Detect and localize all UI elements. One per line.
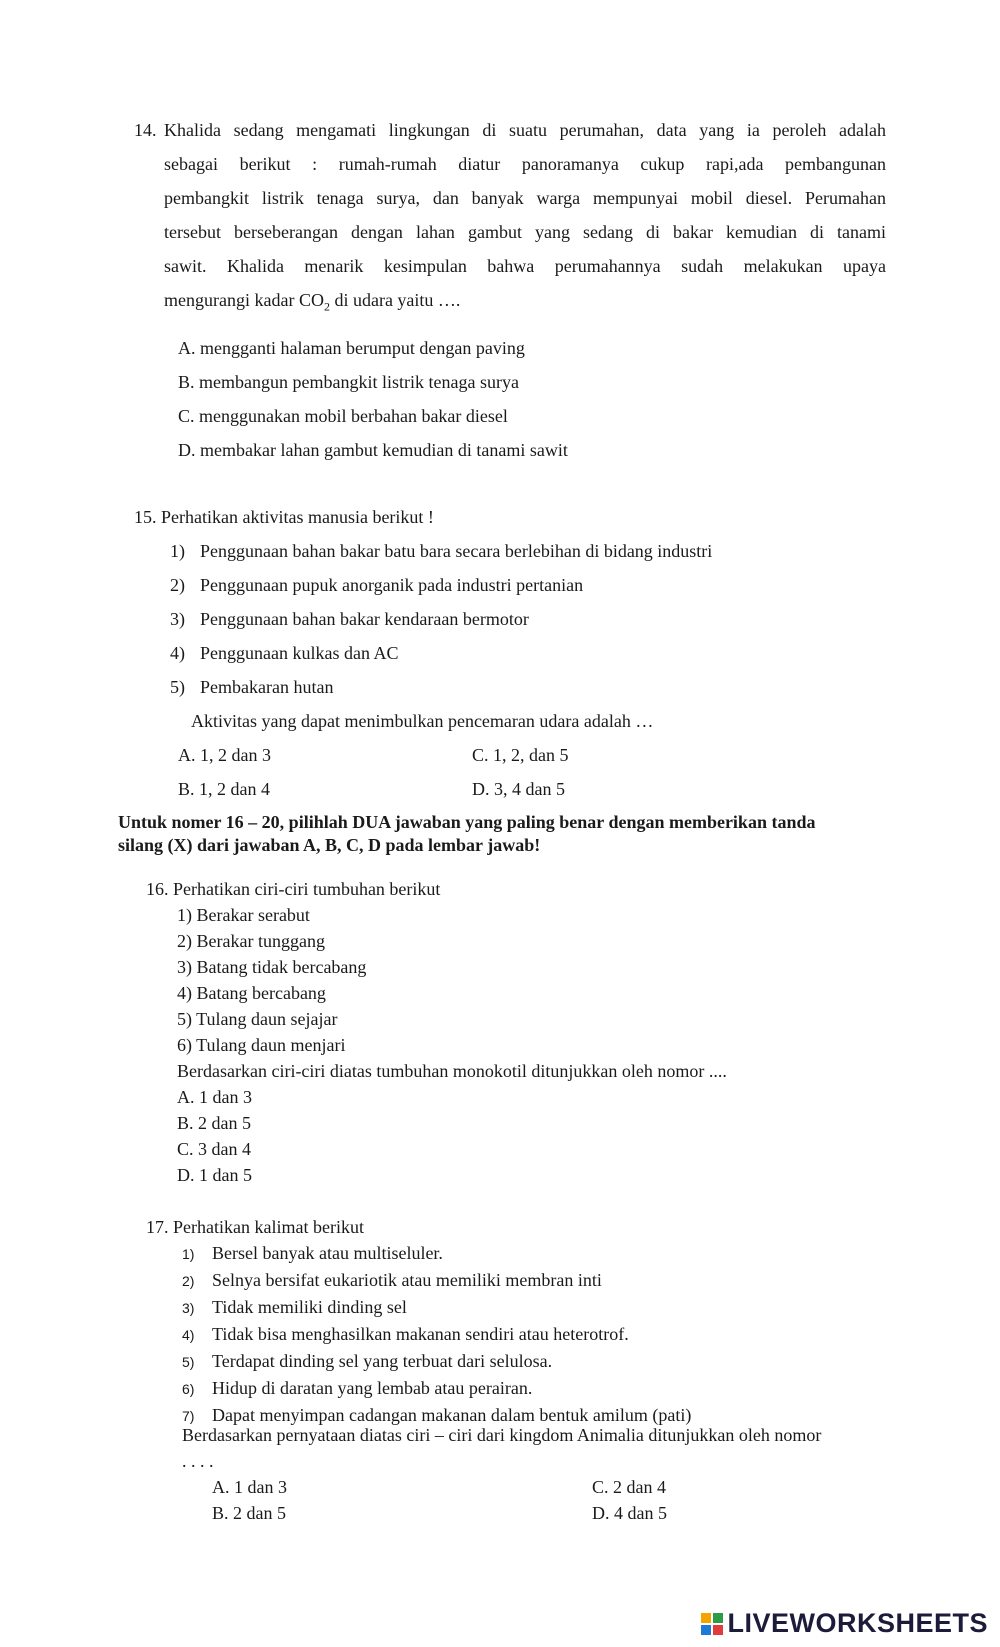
item-text: Bersel banyak atau multiseluler. — [212, 1243, 443, 1263]
list-item — [182, 1321, 691, 1348]
answer-option[interactable]: C. 3 dan 4 — [177, 1139, 251, 1159]
prompt-line: . . . . — [182, 1451, 214, 1471]
list-item — [182, 1267, 691, 1294]
q17-items — [182, 1240, 691, 1429]
question-prompt: Aktivitas yang dapat menimbulkan pencemaran udara adalah … — [191, 711, 654, 731]
question-16-title: 16. Perhatikan ciri-ciri tumbuhan berikut — [146, 879, 441, 899]
item-number: 3) — [170, 609, 185, 629]
answer-option[interactable]: D. membakar lahan gambut kemudian di tanami sawit — [178, 440, 568, 460]
question-prompt: Berdasarkan ciri-ciri diatas tumbuhan monokotil ditunjukkan oleh nomor .... — [177, 1061, 727, 1081]
item-text: Penggunaan bahan bakar batu bara secara berlebihan di bidang industri — [200, 541, 713, 561]
answer-option[interactable]: B. 1, 2 dan 4 — [178, 779, 270, 799]
item-text: Hidup di daratan yang lembab atau perairan. — [212, 1378, 533, 1398]
list-item — [170, 602, 712, 636]
item-number: 1) — [182, 1246, 195, 1262]
text-segment: di udara yaitu …. — [329, 290, 461, 310]
item-text: Terdapat dinding sel yang terbuat dari selulosa. — [212, 1351, 553, 1371]
logo-block — [701, 1613, 711, 1623]
q16-body — [177, 902, 727, 1188]
answer-option[interactable]: C. 1, 2, dan 5 — [472, 745, 569, 765]
item-number: 7) — [182, 1408, 195, 1424]
item-number: 4) — [170, 643, 185, 663]
list-item: 3) Batang tidak bercabang — [177, 957, 367, 977]
list-item: 1) Berakar serabut — [177, 905, 310, 925]
list-item: 2) Berakar tunggang — [177, 931, 325, 951]
item-number: 5) — [170, 677, 185, 697]
question-15-title: 15. Perhatikan aktivitas manusia berikut ! — [134, 507, 434, 527]
item-number: 6) — [182, 1381, 195, 1397]
logo-block — [701, 1625, 711, 1635]
prompt-line: Berdasarkan pernyataan diatas ciri – ciri dari kingdom Animalia ditunjukkan oleh nomor — [182, 1425, 822, 1445]
question-line: sebagai berikut : rumah-rumah diatur panoramanya cukup rapi,ada pembangunan — [164, 154, 886, 174]
list-item — [170, 534, 712, 568]
instruction-line: Untuk nomer 16 – 20, pilihlah DUA jawaban yang paling benar dengan memberikan tanda — [118, 812, 816, 832]
list-item — [182, 1348, 691, 1375]
answer-option[interactable]: D. 3, 4 dan 5 — [472, 779, 565, 799]
question-prompt — [182, 1422, 821, 1474]
answer-option[interactable]: D. 4 dan 5 — [592, 1503, 667, 1523]
answer-option[interactable]: D. 1 dan 5 — [177, 1165, 252, 1185]
item-number: 1) — [170, 541, 185, 561]
answer-option[interactable]: A. mengganti halaman berumput dengan paving — [178, 338, 525, 358]
item-text: Penggunaan bahan bakar kendaraan bermotor — [200, 609, 529, 629]
list-item — [170, 636, 712, 670]
question-17-title: 17. Perhatikan kalimat berikut — [146, 1217, 364, 1237]
answer-option[interactable]: A. 1 dan 3 — [212, 1477, 287, 1497]
liveworksheets-logo — [701, 1608, 988, 1639]
q14-options — [178, 331, 568, 467]
question-14 — [134, 113, 886, 317]
instruction-line: silang (X) dari jawaban A, B, C, D pada lembar jawab! — [118, 835, 541, 855]
list-item: 6) Tulang daun menjari — [177, 1035, 346, 1055]
list-item — [170, 568, 712, 602]
logo-block — [713, 1613, 723, 1623]
q15-items — [170, 534, 712, 704]
question-line: pembangkit listrik tenaga surya, dan banyak warga mempunyai mobil diesel. Perumahan — [164, 188, 886, 208]
list-item: 4) Batang bercabang — [177, 983, 326, 1003]
instruction — [118, 811, 898, 857]
text-segment: mengurangi kadar CO — [164, 290, 324, 310]
item-number: 3) — [182, 1300, 195, 1316]
subscript: 2 — [323, 299, 330, 314]
item-number: 4) — [182, 1327, 195, 1343]
item-text: Tidak memiliki dinding sel — [212, 1297, 407, 1317]
answer-option[interactable]: A. 1 dan 3 — [177, 1087, 252, 1107]
item-text: Selnya bersifat eukariotik atau memiliki membran inti — [212, 1270, 602, 1290]
logo-blocks-icon — [701, 1613, 723, 1635]
question-number: 14. — [134, 120, 157, 140]
list-item — [170, 670, 712, 704]
item-text: Penggunaan pupuk anorganik pada industri pertanian — [200, 575, 584, 595]
answer-option[interactable]: C. menggunakan mobil berbahan bakar diesel — [178, 406, 508, 426]
item-number: 2) — [170, 575, 185, 595]
answer-option[interactable]: B. membangun pembangkit listrik tenaga surya — [178, 372, 519, 392]
list-item: 5) Tulang daun sejajar — [177, 1009, 338, 1029]
list-item — [182, 1375, 691, 1402]
answer-option[interactable]: B. 2 dan 5 — [177, 1113, 251, 1133]
item-text: Dapat menyimpan cadangan makanan dalam bentuk amilum (pati) — [212, 1405, 692, 1425]
item-text: Pembakaran hutan — [200, 677, 334, 697]
item-text: Tidak bisa menghasilkan makanan sendiri atau heterotrof. — [212, 1324, 629, 1344]
question-line: sawit. Khalida menarik kesimpulan bahwa perumahannya sudah melakukan upaya — [164, 256, 886, 276]
item-text: Penggunaan kulkas dan AC — [200, 643, 399, 663]
item-number: 5) — [182, 1354, 195, 1370]
list-item — [182, 1240, 691, 1267]
question-line: tersebut berseberangan dengan lahan gambut yang sedang di bakar kemudian di tanami — [164, 222, 886, 242]
logo-text: LIVEWORKSHEETS — [727, 1608, 988, 1638]
item-number: 2) — [182, 1273, 195, 1289]
list-item — [182, 1294, 691, 1321]
answer-option[interactable]: A. 1, 2 dan 3 — [178, 745, 271, 765]
answer-option[interactable]: B. 2 dan 5 — [212, 1503, 286, 1523]
question-line: Khalida sedang mengamati lingkungan di suatu perumahan, data yang ia peroleh adalah — [164, 120, 886, 140]
question-line — [134, 283, 886, 317]
answer-option[interactable]: C. 2 dan 4 — [592, 1477, 666, 1497]
logo-block — [713, 1625, 723, 1635]
